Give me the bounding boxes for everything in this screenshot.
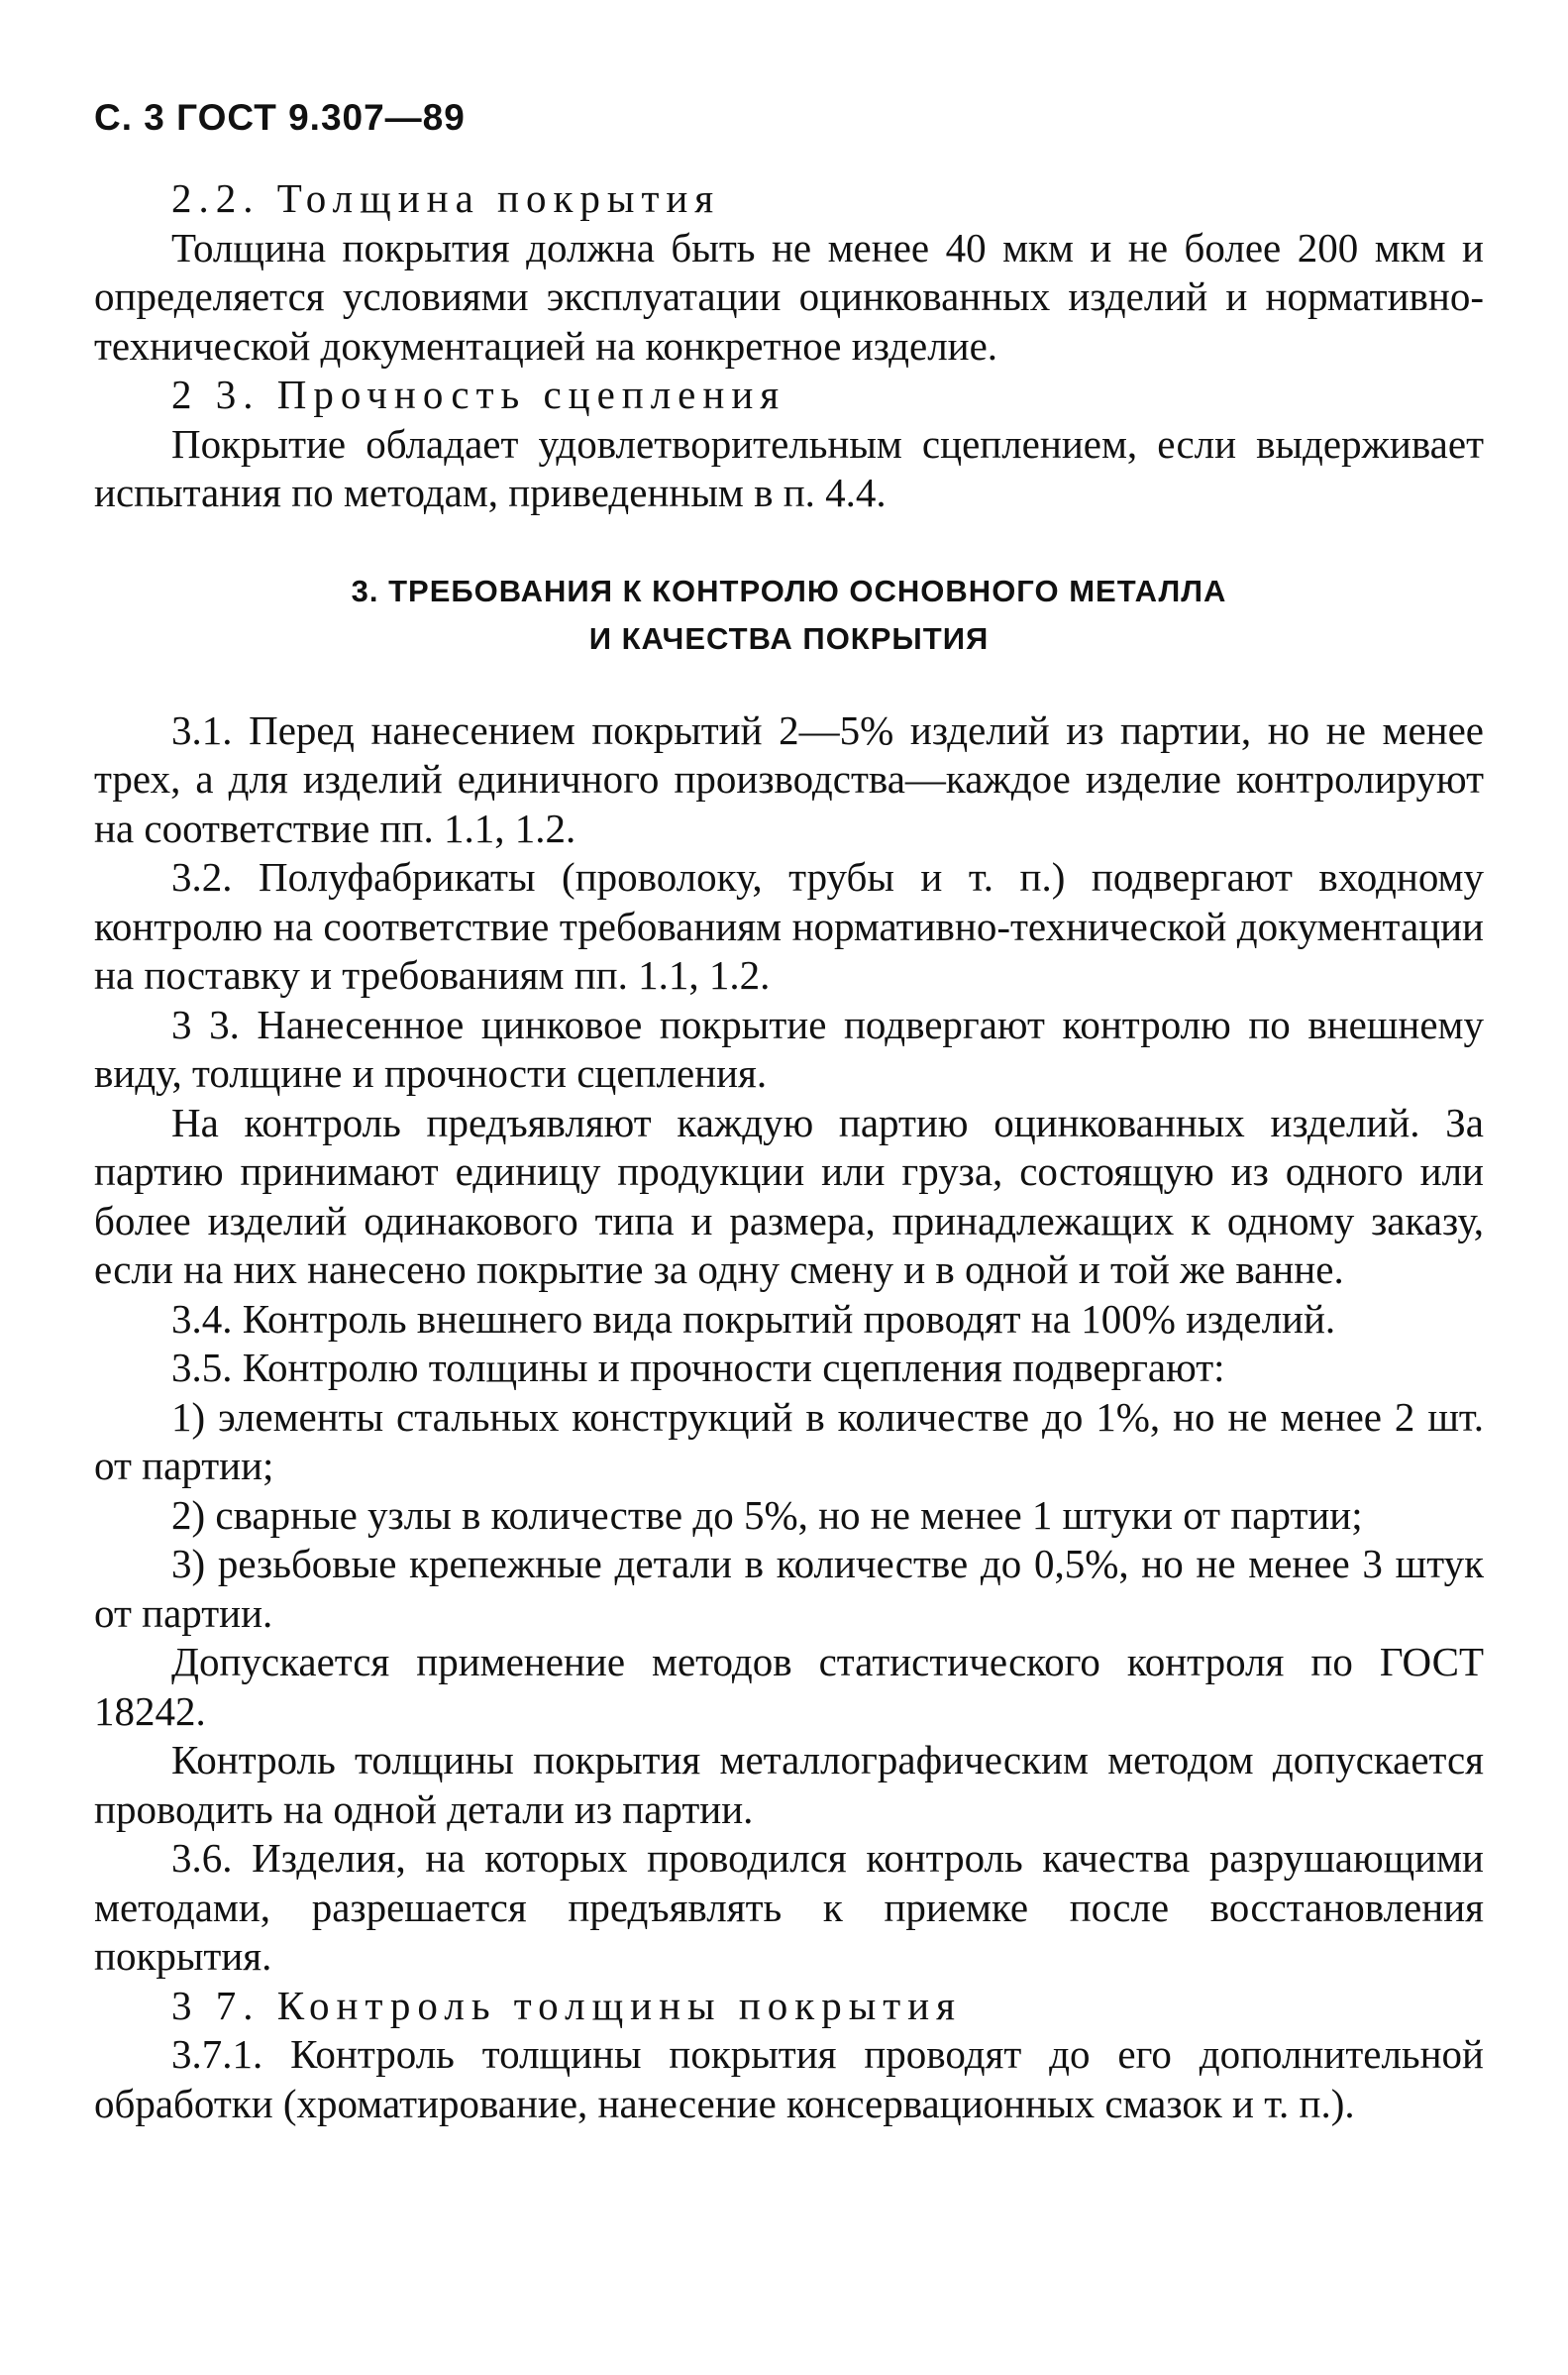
list-item-3-5-2: 2) сварные узлы в количестве до 5%, но не менее 1 штуки от партии; (171, 1491, 1363, 1538)
paragraph-3-3-batch: На контроль предъявляют каждую партию оцинкованных изделий. За партию принимают единицу продукции или груза, состоящую из одного или более изделий одинакового типа и размера, принадлежащих к одному заказу, если на них нанесено покрытие за одну смену и в одной и той же ванне. (94, 1099, 1484, 1292)
document-body (94, 174, 1484, 2128)
paragraph-3-6: 3.6. Изделия, на которых проводился контроль качества разрушающими методами, разрешается предъявлять к приемке после восстановления покрытия. (94, 1835, 1484, 1979)
subsection-heading-2-3: 2 3. Прочность сцепления (171, 372, 786, 417)
paragraph-3-5: 3.5. Контролю толщины и прочности сцепления подвергают: (171, 1345, 1225, 1390)
section-3-title-line-1: 3. ТРЕБОВАНИЯ К КОНТРОЛЮ ОСНОВНОГО МЕТАЛЛА (351, 573, 1227, 608)
paragraph-3-4: 3.4. Контроль внешнего вида покрытий проводят на 100% изделий. (171, 1295, 1336, 1342)
paragraph-3-5-statistical: Допускается применение методов статистического контроля по ГОСТ 18242. (94, 1639, 1484, 1734)
list-item-3-5-1: 1) элементы стальных конструкций в количестве до 1%, но не менее 2 шт. от партии; (94, 1393, 1484, 1488)
page-header: С. 3 ГОСТ 9.307—89 (94, 97, 466, 138)
paragraph-2-2: Толщина покрытия должна быть не менее 40 мкм и не более 200 мкм и определяется условиями эксплуатации оцинкованных изделий и нормативно-технической документацией на конкретное изделие. (94, 224, 1484, 369)
paragraph-3-7-1: 3.7.1. Контроль толщины покрытия проводят до его дополнительной обработки (хроматирование, нанесение консервационных смазок и т. п.). (94, 2031, 1484, 2126)
paragraph-3-5-metallographic: Контроль толщины покрытия металлографическим методом допускается проводить на одной детали из партии. (94, 1737, 1484, 1832)
paragraph-2-3: Покрытие обладает удовлетворительным сцеплением, если выдерживает испытания по методам, приведенным в п. 4.4. (94, 420, 1484, 515)
section-3-title-line-2: И КАЧЕСТВА ПОКРЫТИЯ (588, 620, 990, 656)
subsection-heading-3-7: 3 7. Контроль толщины покрытия (171, 1982, 962, 2028)
subsection-heading-2-2: 2.2. Толщина покрытия (171, 175, 721, 221)
list-item-3-5-3: 3) резьбовые крепежные детали в количестве до 0,5%, но не менее 3 штук от партии. (94, 1541, 1484, 1636)
paragraph-3-1: 3.1. Перед нанесением покрытий 2—5% изделий из партии, но не менее трех, а для изделий единичного производства—каждое изделие контролируют на соответствие пп. 1.1, 1.2. (94, 706, 1484, 851)
paragraph-3-2: 3.2. Полуфабрикаты (проволоку, трубы и т. п.) подвергают входному контролю на соответствие требованиям нормативно-технической документации на поставку и требованиям пп. 1.1, 1.2. (94, 854, 1484, 998)
paragraph-3-3: 3 3. Нанесенное цинковое покрытие подвергают контролю по внешнему виду, толщине и прочности сцепления. (94, 1001, 1484, 1096)
section-3-title (94, 568, 1484, 663)
